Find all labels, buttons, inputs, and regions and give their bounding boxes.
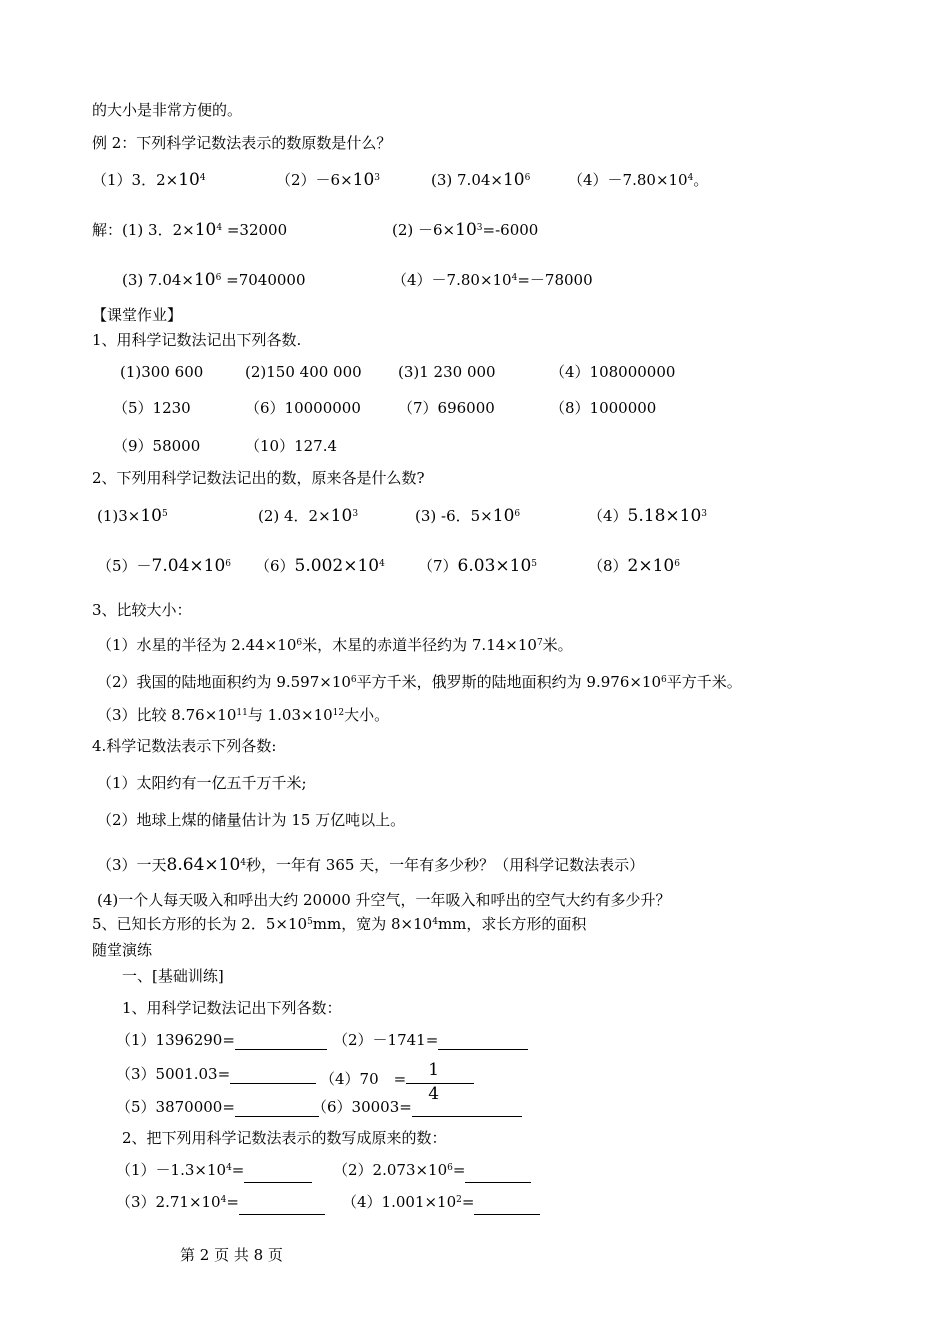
q1-item-7: （7）696000	[398, 399, 495, 417]
q1-item-6: （6）10000000	[245, 399, 361, 417]
q1-item-1: (1)300 600	[120, 363, 204, 381]
practice-q2-item-1: $(1)-1.3\times 10^4=$	[116, 1160, 312, 1183]
intro-tail: 的大小是非常方便的。	[92, 101, 243, 119]
practice-q2-item-3: $(3)2.71\times 10^4=$	[116, 1192, 325, 1215]
q4-title: 4.科学记数法表示下列各数:	[92, 737, 277, 755]
q2-title: 2、下列用科学记数法记出的数，原来各是什么数?	[92, 469, 425, 487]
q2-item-7: $(7)6.03\times 10^5$	[418, 556, 538, 576]
q4-part-3: （3）一天$8.64\times 10^4$秒，一年有 365 天，一年有多少秒？（用科学记数法表示）	[97, 855, 645, 875]
answer-blank[interactable]	[239, 1198, 325, 1215]
q1-item-4: （4）108000000	[550, 363, 676, 381]
q4-part-1: （1）太阳约有一亿五千万千米;	[97, 774, 307, 792]
practice-section: 一、[基础训练]	[122, 967, 224, 985]
practice-q1-item-6: （6）30003=	[312, 1097, 522, 1117]
solution-3: (3) $7.04\times 10^6 =7040000$	[122, 270, 306, 290]
q1-item-10: （10）127.4	[245, 437, 338, 455]
q1-item-8: （8）1000000	[550, 399, 657, 417]
answer-blank[interactable]	[438, 1033, 528, 1050]
solution-2: $(2) -6\times 10^3=-6000$	[392, 220, 539, 240]
answer-blank[interactable]	[235, 1033, 327, 1050]
fraction-one-quarter: $\frac{1}{4}$	[406, 1064, 476, 1084]
practice-q1-item-5: （5）3870000=	[116, 1097, 319, 1117]
q2-item-2: (2) 4．$2\times 10^3$	[258, 506, 359, 526]
q5: 5、已知长方形的长为 2．$5\times 10^5mm$，宽为 $8\times 10^4mm$，求长方形的面积	[92, 915, 587, 933]
practice-q1-item-1: （1）1396290=	[116, 1030, 327, 1050]
practice-q1-item-3: （3）5001.03=	[116, 1064, 316, 1084]
practice-q2-item-4: $(4)1.001\times 10^2=$	[342, 1192, 540, 1215]
q2-item-3: (3) -6．$5\times 10^6$	[415, 506, 521, 526]
page-footer: 第 2 页 共 8 页	[180, 1246, 283, 1264]
q4-part-2: （2）地球上煤的储量估计为 15 万亿吨以上。	[97, 811, 406, 829]
q3-part-3: （3）比较 $8.76\times 10^{11}$与 $1.03\times 10^{12}$大小。	[97, 706, 390, 724]
answer-blank[interactable]	[230, 1067, 316, 1084]
practice-q2-item-2: $(2)2.073\times 10^6=$	[333, 1160, 531, 1183]
q2-item-1: $(1)3\times 10^5$	[97, 506, 168, 526]
example2-item-4: $(4)-7.80\times 10^4$。	[568, 171, 709, 189]
q4-part-4: (4)一个人每天吸入和呼出大约 20000 升空气，一年吸入和呼出的空气大约有多少升？	[97, 891, 671, 909]
practice-q2-title: 2、把下列用科学记数法表示的数写成原来的数：	[122, 1129, 447, 1147]
solution-4: $(4)-7.80\times 10^4=-78000$	[392, 271, 593, 289]
practice-q1-item-2: （2）－1741=	[333, 1030, 528, 1050]
q2-item-6: $(6)5.002\times 10^4$	[255, 556, 385, 576]
q1-item-9: （9）58000	[113, 437, 201, 455]
q2-item-5: $(5)-7.04\times 10^6$	[97, 556, 232, 576]
answer-blank[interactable]	[406, 1083, 474, 1084]
solution-line-1: 解：(1) 3．$2\times 10^4 =32000$	[92, 220, 288, 240]
q1-title: 1、用科学记数法记出下列各数.	[92, 331, 302, 349]
q3-part-2: （2）我国的陆地面积约为 $9.597\times 10^6$平方千米，俄罗斯的陆地面积约为 $9.976\times 10^6$平方千米。	[97, 673, 742, 691]
answer-blank[interactable]	[235, 1100, 319, 1117]
classwork-heading: 【课堂作业】	[92, 306, 183, 324]
q1-item-2: (2)150 400 000	[245, 363, 362, 381]
answer-blank[interactable]	[465, 1166, 531, 1183]
answer-blank[interactable]	[474, 1198, 540, 1215]
answer-blank[interactable]	[244, 1166, 312, 1183]
q1-item-5: （5）1230	[113, 399, 191, 417]
q1-item-3: (3)1 230 000	[398, 363, 496, 381]
practice-heading: 随堂演练	[92, 941, 153, 959]
q3-part-1: （1）水星的半径为 $2.44\times 10^6$米，木星的赤道半径约为 $7.14\times 10^7$米。	[97, 636, 573, 654]
example2-question: 例 2：下列科学记数法表示的数原数是什么？	[92, 134, 392, 152]
example2-item-3: (3) $7.04\times 10^6$	[431, 170, 531, 190]
example2-item-1: （1）3．$2\times 10^4$	[92, 170, 206, 190]
example2-item-2: $(2)-6\times 10^3$	[276, 170, 381, 190]
practice-q1-item-4: （4）70 = $\frac{1}{4}$	[320, 1064, 476, 1089]
q2-item-8: $(8)2\times 10^6$	[588, 556, 680, 576]
q3-title: 3、比较大小：	[92, 601, 192, 619]
q2-item-4: $(4)5.18\times 10^3$	[588, 506, 708, 526]
practice-q1-title: 1、用科学记数法记出下列各数：	[122, 999, 342, 1017]
answer-blank[interactable]	[412, 1100, 522, 1117]
